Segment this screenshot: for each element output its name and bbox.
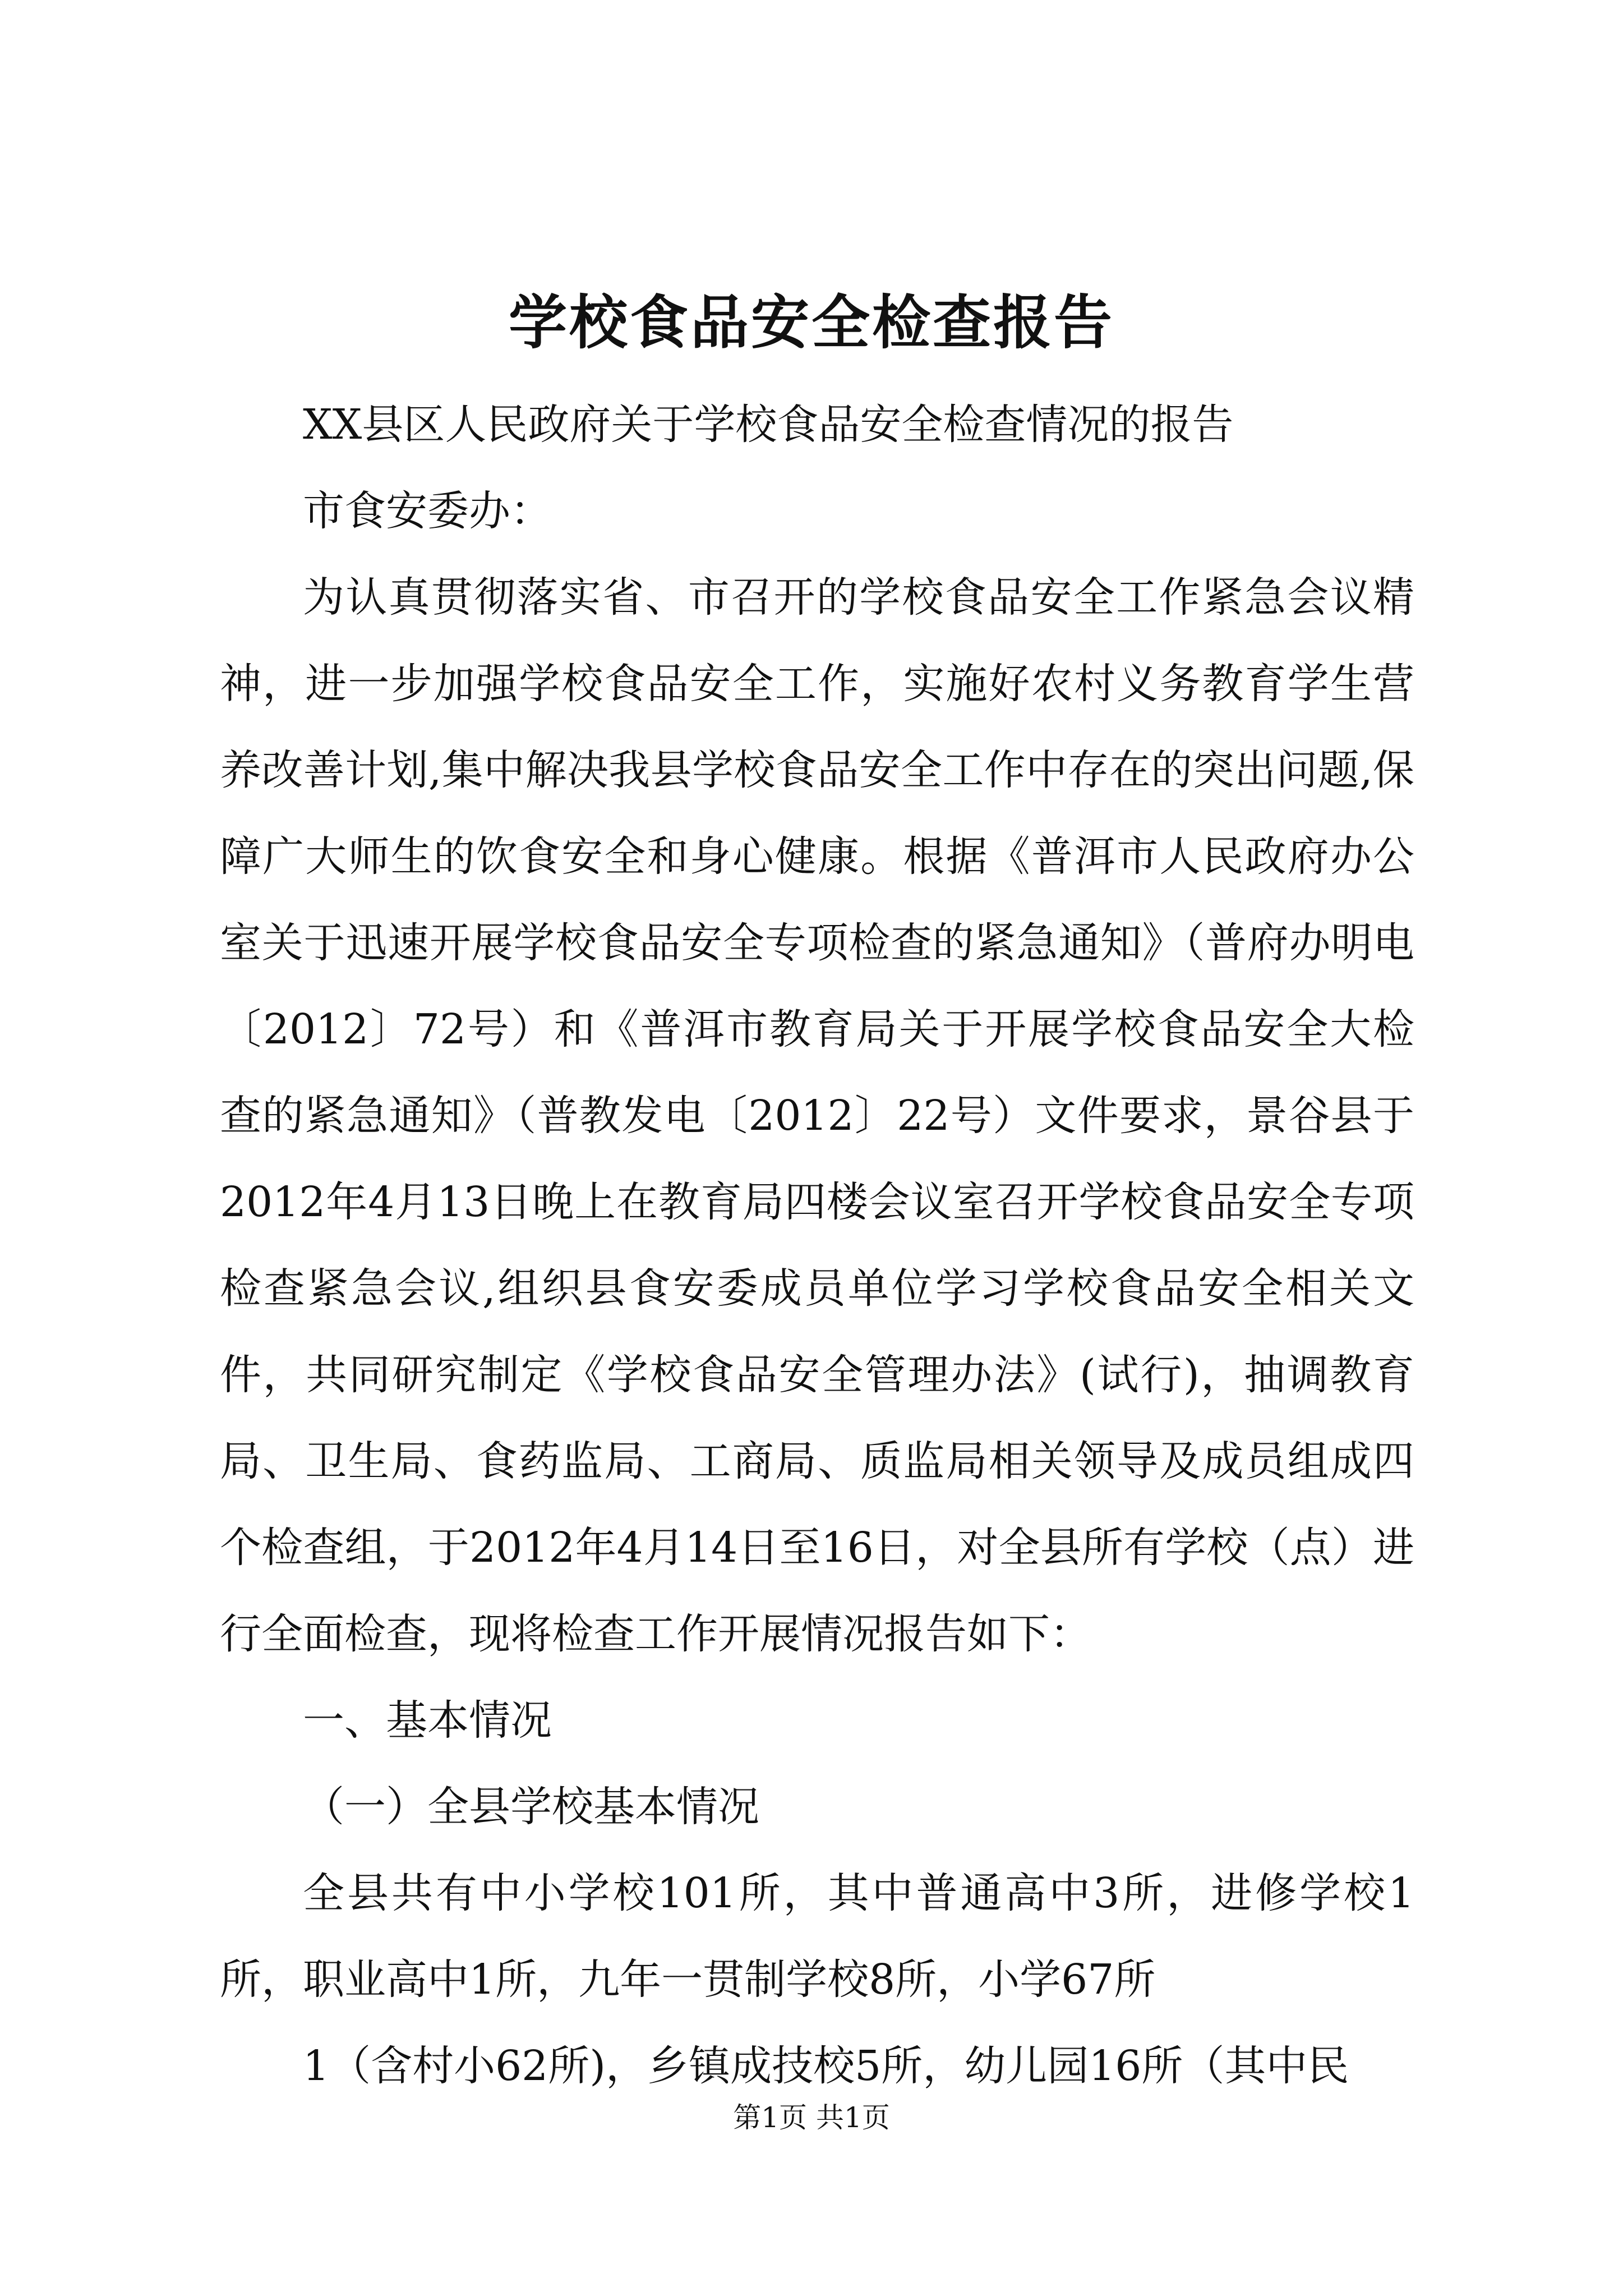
intro-paragraph: 为认真贯彻落实省、市召开的学校食品安全工作紧急会议精神，进一步加强学校食品安全工作，实施好农村义务教育学生营养改善计划,集中解决我县学校食品安全工作中存在的突出问题,保障广大师生的饮食安全和身心健康。根据《普洱市人民政府办公室关于迅速开展学校食品安全专项检查的紧急通知》（普府办明电〔2012〕72号）和《普洱市教育局关于开展学校食品安全大检查的紧急通知》（普教发电〔2012〕22号）文件要求，景谷县于2012年4月13日晚上在教育局四楼会议室召开学校食品安全专项检查紧急会议,组织县食安委成员单位学习学校食品安全相关文件，共同研究制定《学校食品安全管理办法》(试行)，抽调教育局、卫生局、食药监局、工商局、质监局相关领导及成员组成四个检查组，于2012年4月14日至16日，对全县所有学校（点）进行全面检查，现将检查工作开展情况报告如下： (220, 573, 1414, 1658)
document-body (220, 381, 1414, 2109)
report-subtitle: XX县区人民政府关于学校食品安全检查情况的报告 (303, 401, 1234, 449)
school-stats-paragraph: 全县共有中小学校101所，其中普通高中3所，进修学校1所，职业高中1所，九年一贯制学校8所，小学67所 (220, 1869, 1414, 2004)
document-title: 学校食品安全检查报告 (508, 288, 1114, 357)
school-stats-continued: 1（含村小62所)，乡镇成技校5所，幼儿园16所（其中民 (303, 2042, 1349, 2090)
recipient-line: 市食安委办： (303, 487, 552, 535)
section-heading: 一、基本情况 (303, 1696, 552, 1745)
subsection-heading: （一）全县学校基本情况 (303, 1783, 759, 1831)
page-footer: 第1页 共1页 (733, 2101, 890, 2134)
